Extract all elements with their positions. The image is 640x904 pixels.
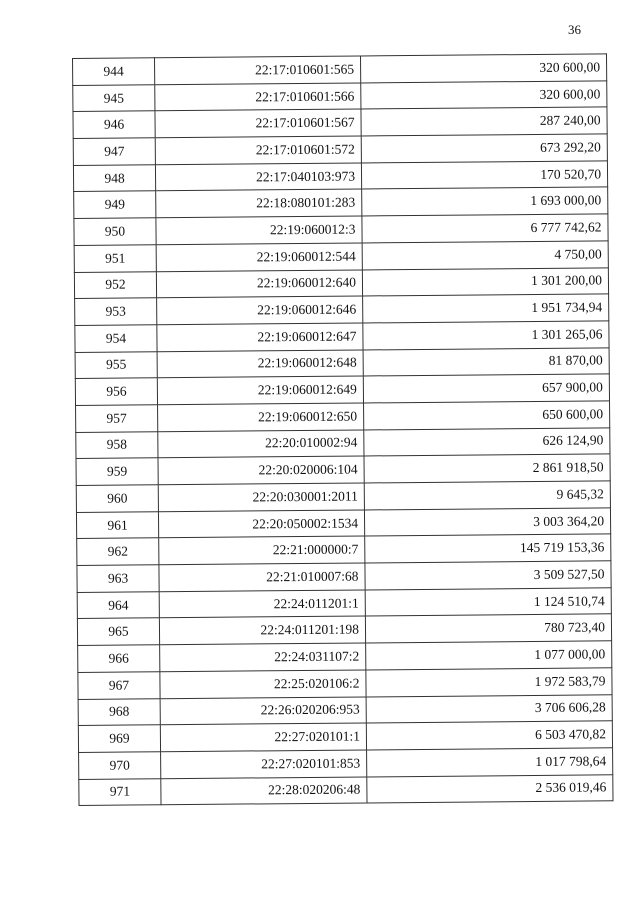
row-number-cell: 953 bbox=[75, 298, 157, 325]
row-number-cell: 955 bbox=[75, 351, 157, 378]
cadastral-value-cell: 1 972 583,79 bbox=[366, 668, 612, 697]
cadastral-number-cell: 22:17:010601:572 bbox=[155, 136, 361, 164]
cadastral-number-cell: 22:19:060012:649 bbox=[157, 376, 363, 404]
row-number-cell: 958 bbox=[76, 431, 158, 458]
row-number-cell: 968 bbox=[78, 698, 160, 725]
cadastral-number-cell: 22:17:040103:973 bbox=[155, 163, 361, 191]
cadastral-number-cell: 22:19:060012:3 bbox=[156, 216, 362, 244]
cadastral-number-cell: 22:28:020206:48 bbox=[161, 777, 367, 805]
cadastral-value-cell: 3 706 606,28 bbox=[366, 694, 612, 723]
row-number-cell: 965 bbox=[77, 618, 159, 645]
row-number-cell: 949 bbox=[74, 191, 156, 218]
cadastral-value-cell: 1 693 000,00 bbox=[362, 187, 608, 216]
cadastral-value-cell: 1 077 000,00 bbox=[366, 641, 612, 670]
cadastral-value-cell: 2 536 019,46 bbox=[367, 774, 613, 803]
cadastral-value-cell: 2 861 918,50 bbox=[364, 454, 610, 483]
cadastral-value-cell: 1 951 734,94 bbox=[363, 294, 609, 323]
cadastral-number-cell: 22:19:060012:646 bbox=[157, 296, 363, 324]
cadastral-number-cell: 22:20:030001:2011 bbox=[158, 483, 364, 511]
row-number-cell: 971 bbox=[79, 778, 161, 805]
cadastral-number-cell: 22:20:010002:94 bbox=[158, 430, 364, 458]
cadastral-number-cell: 22:24:011201:1 bbox=[159, 590, 365, 618]
row-number-cell: 952 bbox=[74, 271, 156, 298]
cadastral-value-cell: 170 520,70 bbox=[361, 161, 607, 190]
cadastral-value-cell: 9 645,32 bbox=[364, 481, 610, 510]
row-number-cell: 962 bbox=[77, 538, 159, 565]
row-number-cell: 946 bbox=[73, 111, 155, 138]
cadastral-number-cell: 22:27:020101:853 bbox=[161, 750, 367, 778]
row-number-cell: 961 bbox=[76, 511, 158, 538]
page-number: 36 bbox=[568, 22, 581, 37]
cadastral-number-cell: 22:19:060012:647 bbox=[157, 323, 363, 351]
cadastral-value-cell: 6 777 742,62 bbox=[362, 214, 608, 243]
cadastral-number-cell: 22:17:010601:566 bbox=[155, 83, 361, 111]
row-number-cell: 947 bbox=[73, 138, 155, 165]
row-number-cell: 957 bbox=[76, 405, 158, 432]
cadastral-number-cell: 22:26:020206:953 bbox=[160, 696, 366, 724]
cadastral-value-cell: 81 870,00 bbox=[363, 347, 609, 376]
cadastral-value-cell: 1 301 265,06 bbox=[363, 321, 609, 350]
cadastral-value-cell: 1 301 200,00 bbox=[362, 267, 608, 296]
cadastral-value-cell: 6 503 470,82 bbox=[366, 721, 612, 750]
cadastral-number-cell: 22:20:050002:1534 bbox=[158, 510, 364, 538]
cadastral-number-cell: 22:20:020006:104 bbox=[158, 456, 364, 484]
cadastral-value-cell: 320 600,00 bbox=[360, 54, 606, 83]
row-number-cell: 951 bbox=[74, 245, 156, 272]
row-number-cell: 954 bbox=[75, 325, 157, 352]
cadastral-number-cell: 22:19:060012:640 bbox=[156, 269, 362, 297]
cadastral-number-cell: 22:18:080101:283 bbox=[156, 189, 362, 217]
row-number-cell: 948 bbox=[73, 165, 155, 192]
cadastral-number-cell: 22:17:010601:567 bbox=[155, 109, 361, 137]
cadastral-table-container bbox=[72, 53, 613, 806]
cadastral-number-cell: 22:19:060012:650 bbox=[158, 403, 364, 431]
row-number-cell: 970 bbox=[79, 752, 161, 779]
cadastral-number-cell: 22:19:060012:648 bbox=[157, 350, 363, 378]
cadastral-number-cell: 22:17:010601:565 bbox=[155, 56, 361, 84]
row-number-cell: 966 bbox=[78, 645, 160, 672]
row-number-cell: 964 bbox=[77, 592, 159, 619]
cadastral-value-cell: 3 509 527,50 bbox=[365, 561, 611, 590]
cadastral-value-cell: 3 003 364,20 bbox=[364, 508, 610, 537]
cadastral-value-cell: 145 719 153,36 bbox=[365, 534, 611, 563]
table-body bbox=[73, 54, 614, 806]
row-number-cell: 959 bbox=[76, 458, 158, 485]
cadastral-value-cell: 320 600,00 bbox=[361, 81, 607, 110]
cadastral-value-cell: 673 292,20 bbox=[361, 134, 607, 163]
table-row bbox=[79, 774, 613, 805]
cadastral-value-cell: 657 900,00 bbox=[363, 374, 609, 403]
cadastral-number-cell: 22:27:020101:1 bbox=[160, 723, 366, 751]
row-number-cell: 956 bbox=[75, 378, 157, 405]
row-number-cell: 963 bbox=[77, 565, 159, 592]
cadastral-value-cell: 1 017 798,64 bbox=[367, 748, 613, 777]
row-number-cell: 944 bbox=[73, 58, 155, 85]
row-number-cell: 967 bbox=[78, 672, 160, 699]
cadastral-value-cell: 650 600,00 bbox=[364, 401, 610, 430]
cadastral-value-cell: 626 124,90 bbox=[364, 427, 610, 456]
cadastral-number-cell: 22:25:020106:2 bbox=[160, 670, 366, 698]
row-number-cell: 969 bbox=[78, 725, 160, 752]
row-number-cell: 950 bbox=[74, 218, 156, 245]
cadastral-value-cell: 1 124 510,74 bbox=[365, 588, 611, 617]
cadastral-value-cell: 780 723,40 bbox=[365, 614, 611, 643]
cadastral-value-cell: 4 750,00 bbox=[362, 241, 608, 270]
row-number-cell: 960 bbox=[76, 485, 158, 512]
cadastral-number-cell: 22:21:000000:7 bbox=[159, 536, 365, 564]
cadastral-number-cell: 22:21:010007:68 bbox=[159, 563, 365, 591]
cadastral-value-table bbox=[72, 53, 614, 806]
cadastral-number-cell: 22:24:031107:2 bbox=[160, 643, 366, 671]
cadastral-number-cell: 22:19:060012:544 bbox=[156, 243, 362, 271]
row-number-cell: 945 bbox=[73, 84, 155, 111]
cadastral-value-cell: 287 240,00 bbox=[361, 107, 607, 136]
cadastral-number-cell: 22:24:011201:198 bbox=[159, 616, 365, 644]
